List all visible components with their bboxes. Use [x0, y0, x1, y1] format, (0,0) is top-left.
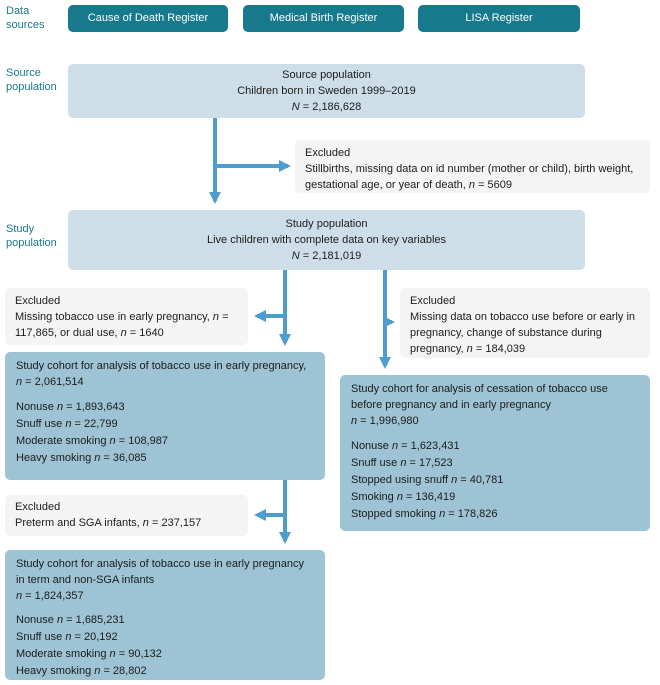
register-box-medical-birth: Medical Birth Register	[243, 5, 404, 32]
stat-line: Smoking n = 136,419	[351, 490, 456, 503]
cohort-cessation-box	[340, 375, 650, 531]
excluded-cessation-box	[400, 288, 650, 358]
stat-line: Snuff use n = 20,192	[16, 630, 118, 643]
side-label-data-sources: Data sources	[6, 5, 45, 32]
stat-line: Snuff use n = 17,523	[351, 456, 453, 469]
stat-line: Heavy smoking n = 28,802	[16, 664, 147, 677]
excluded-preterm-title: Excluded	[15, 501, 61, 513]
excluded-tobacco-desc: Missing tobacco use in early pregnancy, n = 117,865, or dual use, n = 1640	[15, 310, 229, 339]
cohort-tobacco-stats	[16, 400, 314, 467]
excluded-preterm-desc: Preterm and SGA infants, n = 237,157	[15, 516, 202, 529]
study-population-box	[68, 210, 585, 270]
source-population-box	[68, 64, 585, 118]
excluded-tobacco-box	[5, 288, 248, 345]
cohort-tobacco-box	[5, 352, 325, 480]
cohort-cessation-stats	[351, 439, 639, 523]
excluded-stillbirths-box	[295, 140, 650, 193]
stat-line: Moderate smoking n = 108,987	[16, 434, 168, 447]
register-box-cause-of-death: Cause of Death Register	[68, 5, 228, 32]
excluded-preterm-box	[5, 495, 248, 536]
side-label-study-population: Study population	[6, 223, 57, 250]
source-population-n: N = 2,186,628	[291, 100, 362, 113]
excluded-stillbirths-title: Excluded	[305, 147, 351, 159]
excluded-cessation-title: Excluded	[410, 295, 456, 307]
excluded-cessation-desc: Missing data on tobacco use before or early in pregnancy, change of substance during pregnancy, n = 184,039	[410, 310, 636, 355]
cohort-tobacco-title: Study cohort for analysis of tobacco use in early pregnancy, n = 2,061,514	[16, 360, 307, 388]
cohort-term-title: Study cohort for analysis of tobacco use in early pregnancy in term and non-SGA infants	[16, 558, 304, 586]
register-box-lisa: LISA Register	[418, 5, 580, 32]
side-label-source-population: Source population	[6, 67, 57, 94]
study-population-title: Study population	[285, 218, 368, 230]
cohort-cessation-title: Study cohort for analysis of cessation of tobacco use before pregnancy and in early pregnancy	[351, 383, 608, 411]
source-population-desc: Children born in Sweden 1999–2019	[237, 84, 416, 97]
excluded-tobacco-title: Excluded	[15, 295, 61, 307]
cohort-term-n: n = 1,824,357	[16, 589, 84, 602]
stat-line: Heavy smoking n = 36,085	[16, 451, 147, 464]
cohort-term-stats	[16, 613, 314, 680]
stat-line: Nonuse n = 1,685,231	[16, 613, 125, 626]
study-population-n: N = 2,181,019	[291, 249, 362, 262]
stat-line: Nonuse n = 1,623,431	[351, 439, 460, 452]
stat-line: Snuff use n = 22,799	[16, 417, 118, 430]
source-population-title: Source population	[282, 69, 371, 81]
stat-line: Nonuse n = 1,893,643	[16, 400, 125, 413]
cohort-cessation-n: n = 1,996,980	[351, 414, 419, 427]
study-population-desc: Live children with complete data on key variables	[206, 233, 447, 246]
cohort-term-box	[5, 550, 325, 680]
excluded-stillbirths-desc: Stillbirths, missing data on id number (mother or child), birth weight, gestational age, or year of death, n = 5609	[305, 162, 634, 191]
stat-line: Moderate smoking n = 90,132	[16, 647, 162, 660]
stat-line: Stopped smoking n = 178,826	[351, 507, 498, 520]
stat-line: Stopped using snuff n = 40,781	[351, 473, 504, 486]
